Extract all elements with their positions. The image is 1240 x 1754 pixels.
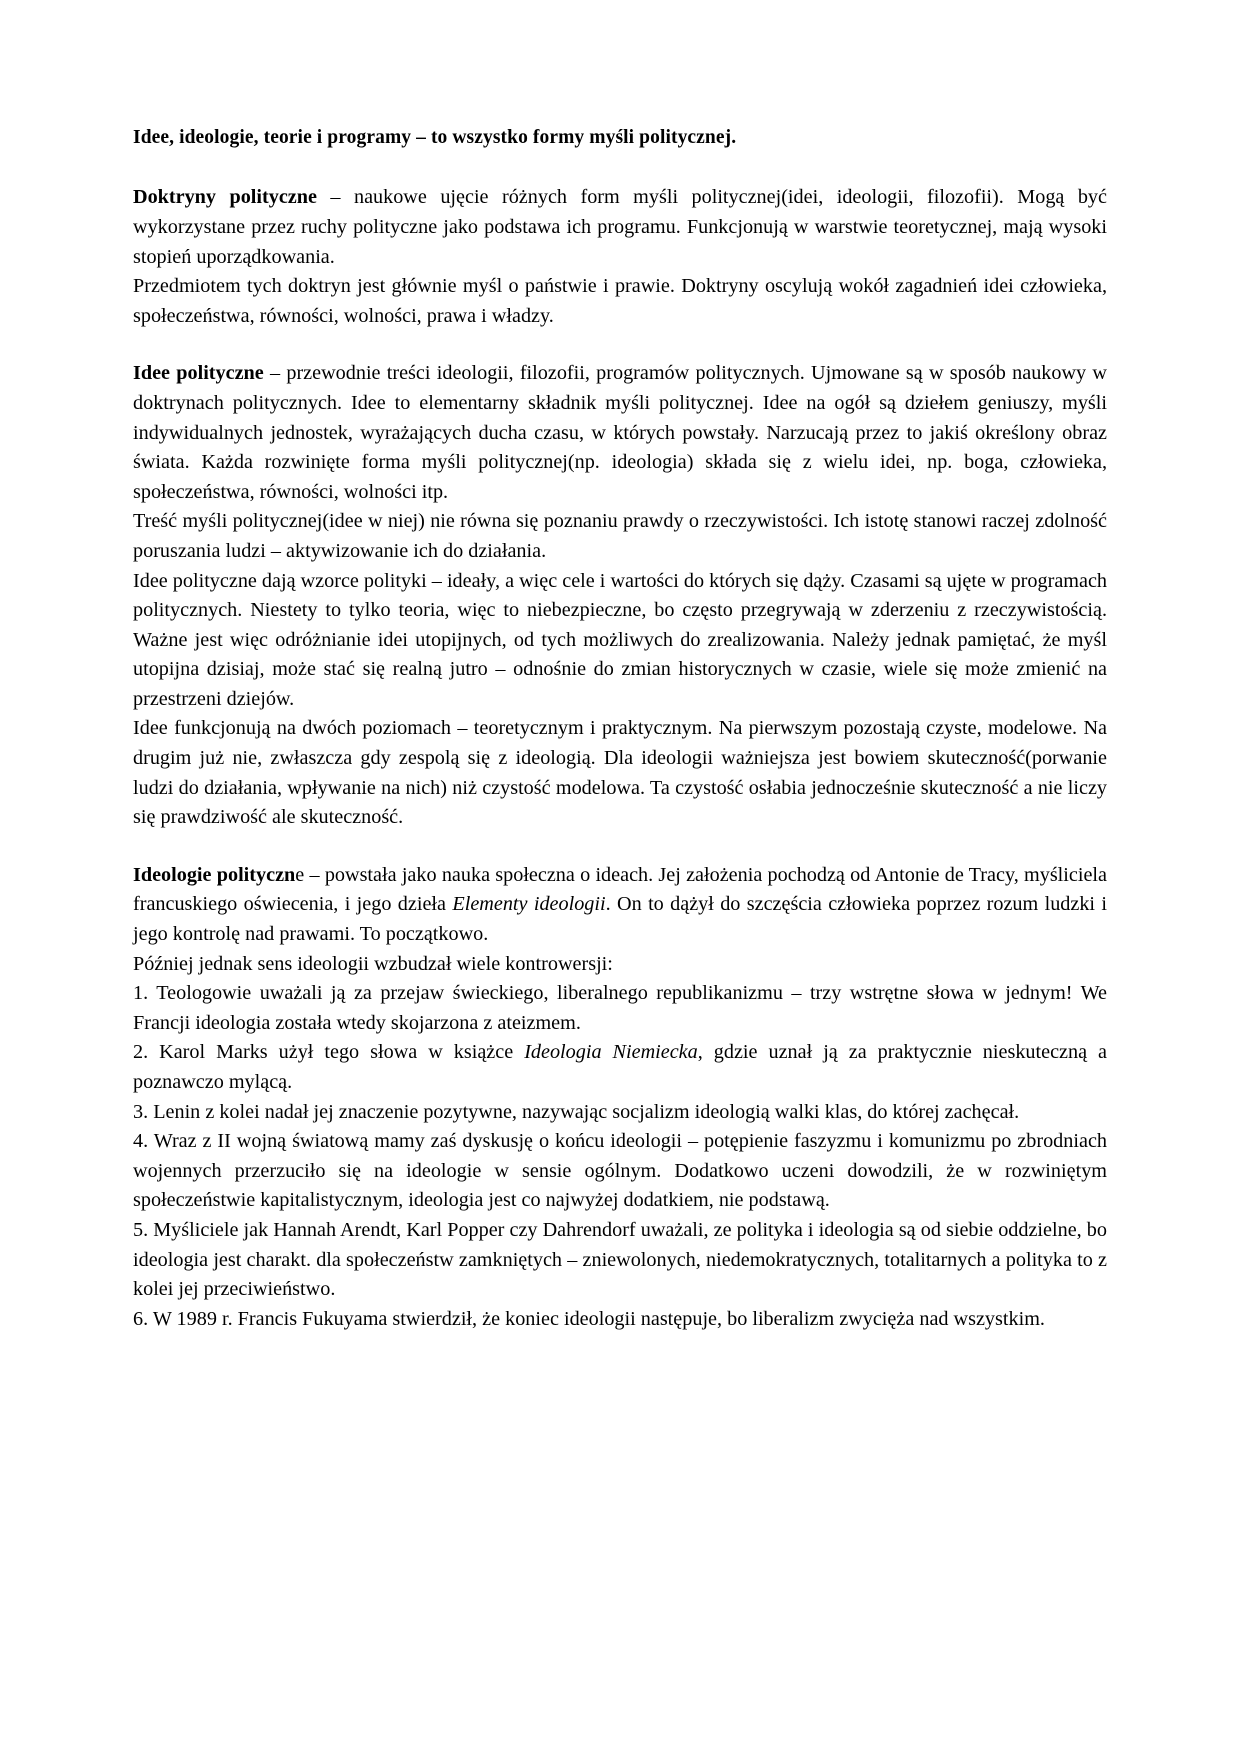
list-item-6 (133, 1305, 1107, 1335)
list-item-text-a: Karol Marks użył tego słowa w książce (148, 1041, 525, 1064)
list-item-text: Lenin z kolei nadał jej znaczenie pozytywne, nazywając socjalizm ideologią walki klas, do której zachęcał. (148, 1100, 1020, 1123)
list-item-text-b: , gdzie uznał ją za praktycznie nieskuteczną a poznawczo mylącą. (133, 1041, 1107, 1094)
book-title-ideologia-niemiecka: Ideologia Niemiecka (524, 1041, 698, 1064)
paragraph-body-b: . On to dążył do szczęścia człowieka poprzez rozum ludzki i jego kontrolę nad prawami. To początkowo. (133, 893, 1108, 946)
paragraph-ideologie-controversy-intro: Później jednak sens ideologii wzbudzał wiele kontrowersji: (133, 952, 613, 975)
paragraph-body: – naukowe ujęcie różnych form myśli politycznej(idei, ideologii, filozofii). Mogą być wykorzystane przez ruchy polityczne jako podstawa ich programu. Funkcjonują w warstwie teoretycznej, mają wysoki stopień uporządkowania. (133, 186, 1107, 268)
list-item-number: 4. (133, 1130, 149, 1153)
book-title-elementy-ideologii: Elementy ideologii (452, 893, 606, 916)
section-ideologie-polityczne (133, 861, 1107, 1335)
lead-term-idee: Idee polityczne (133, 362, 264, 385)
page-title: Idee, ideologie, teorie i programy – to wszystko formy myśli politycznej. (133, 127, 737, 148)
paragraph-doktryny-definition (133, 183, 1107, 272)
paragraph-body: – przewodnie treści ideologii, filozofii, programów politycznych. Ujmowane są w sposób naukowy w doktrynach politycznych. Idee to elementarny składnik myśli politycznej. Idee na ogół są dziełem geniuszy, myśli indywidualnych jednostek, wyrażających ducha czasu, w których powstały. Narzucają przez to jakiś określony obraz świata. Każda rozwinięte forma myśli politycznej(np. ideologia) składa się z wielu idei, np. boga, człowieka, społeczeństwa, równości, wolności itp. (133, 362, 1107, 503)
paragraph-idee-content: Treść myśli politycznej(idee w niej) nie równa się poznaniu prawdy o rzeczywistości. Ich istotę stanowi raczej zdolność poruszania ludzi – aktywizowanie ich do działania. (133, 510, 1107, 562)
paragraph-idee-definition (133, 359, 1107, 507)
list-item-3 (133, 1098, 1107, 1128)
list-item-number: 2. (133, 1041, 149, 1064)
paragraph-body-a: e – powstała jako nauka społeczna o ideach. Jej założenia pochodzą od Antonie de Tracy, myśliciela francuskiego oświecenia, i jego dzieła (133, 863, 1107, 916)
list-item-text: Teologowie uważali ją za przejaw świeckiego, liberalnego republikanizmu – trzy wstrętne słowa w jednym! We Francji ideologia została wtedy skojarzona z ateizmem. (133, 982, 1107, 1034)
paragraph-doktryny-subject: Przedmiotem tych doktryn jest głównie myśl o państwie i prawie. Doktryny oscylują wokół zagadnień idei człowieka, społeczeństwa, równości, wolności, prawa i władzy. (133, 275, 1107, 327)
section-doktryny-polityczne (133, 183, 1107, 331)
list-item-4 (133, 1127, 1107, 1216)
list-item-2 (133, 1038, 1107, 1097)
paragraph-ideologie-definition (133, 861, 1107, 950)
list-item-5 (133, 1216, 1107, 1305)
lead-term-doktryny: Doktryny polityczne (133, 186, 317, 209)
paragraph-idee-levels: Idee funkcjonują na dwóch poziomach – teoretycznym i praktycznym. Na pierwszym pozostają czyste, modelowe. Na drugim już nie, zwłaszcza gdy zespolą się z ideologią. Dla ideologii ważniejsza jest bowiem skuteczność(porwanie ludzi do działania, wpływanie na nich) niż czystość modelowa. Ta czystość osłabia jednocześnie skuteczność a nie liczy się prawdziwość ale skuteczność. (133, 717, 1107, 829)
list-item-text: Myśliciele jak Hannah Arendt, Karl Popper czy Dahrendorf uważali, ze polityka i ideologia są od siebie oddzielne, bo ideologia jest charakt. dla społeczeństw zamkniętych – zniewolonych, niedemokratycznych, totalitarnych a polityka to z kolei jej przeciwieństwo. (133, 1218, 1107, 1301)
list-item-number: 5. (133, 1218, 149, 1241)
list-item-number: 1. (133, 982, 149, 1005)
list-item-number: 6. (133, 1307, 149, 1330)
lead-term-ideologie: Ideologie polityczn (133, 863, 296, 886)
list-item-text: Wraz z II wojną światową mamy zaś dyskusję o końcu ideologii – potępienie faszyzmu i komunizmu po zbrodniach wojennych przerzuciło się na ideologie w sensie ogólnym. Dodatkowo uczeni dowodzili, że w rozwiniętym społeczeństwie kapitalistycznym, ideologia jest co najwyżej dodatkiem, nie podstawą. (133, 1130, 1107, 1212)
list-item-number: 3. (133, 1100, 149, 1123)
list-item-1 (133, 979, 1107, 1038)
list-item-text: W 1989 r. Francis Fukuyama stwierdził, że koniec ideologii następuje, bo liberalizm zwycięża nad wszystkim. (148, 1307, 1045, 1330)
paragraph-idee-patterns: Idee polityczne dają wzorce polityki – ideały, a więc cele i wartości do których się dąży. Czasami są ujęte w programach politycznych. Niestety to tylko teoria, więc to niebezpieczne, bo często przegrywają w zderzeniu z rzeczywistością. Ważne jest więc odróżnianie idei utopijnych, od tych możliwych do zrealizowania. Należy jednak pamiętać, że myśl utopijna dzisiaj, może stać się realną jutro – odnośnie do zmian historycznych w czasie, wiele się może zmienić na przestrzeni dziejów. (133, 569, 1107, 710)
section-idee-polityczne (133, 359, 1107, 833)
